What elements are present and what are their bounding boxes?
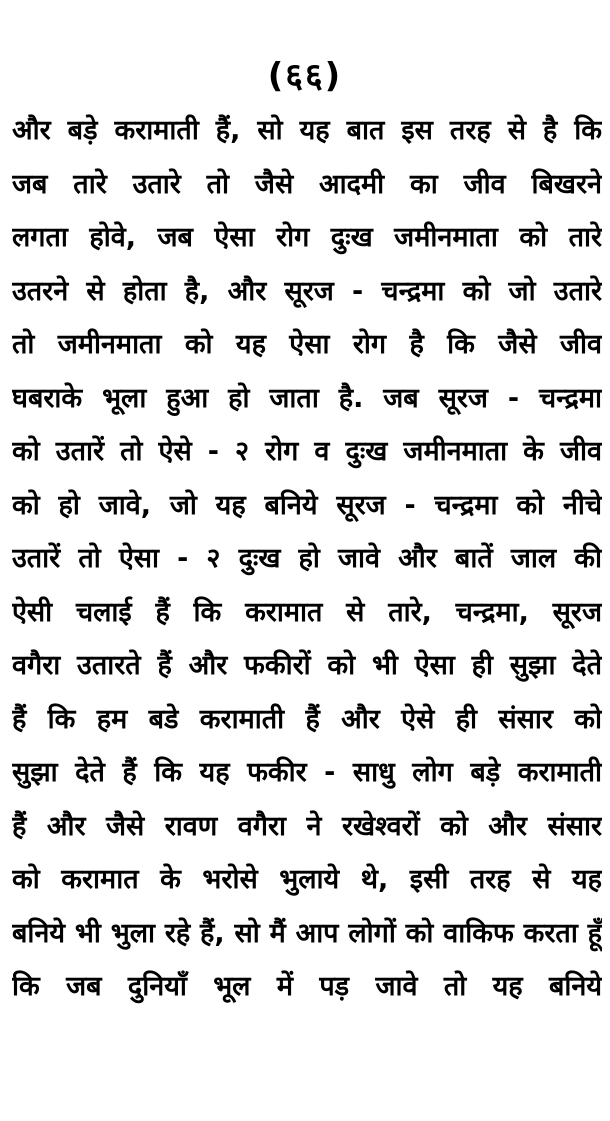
- text-line: उतरने से होता है, और सूरज - चन्द्रमा को जो उतारे: [12, 275, 602, 307]
- page-number: (६६): [267, 56, 343, 96]
- text-line: हैं कि हम बडे करामाती हैं और ऐसे ही संसार को: [12, 703, 602, 735]
- text-line: लगता होवे, जब ऐसा रोग दुःख जमीनमाता को तारे: [12, 222, 602, 253]
- text-line: को उतारें तो ऐसे - २ रोग व दुःख जमीनमाता के जीव: [12, 436, 602, 467]
- text-line: को करामात के भरोसे भुलाये थे, इसी तरह से यह: [12, 864, 602, 895]
- text-line: बनिये भी भुला रहे हैं, सो मैं आप लोगों को वाकिफ करता हूँ: [12, 917, 602, 949]
- text-line: जब तारे उतारे तो जैसे आदमी का जीव बिखरने: [12, 168, 602, 200]
- text-line: तो जमीनमाता को यह ऐसा रोग है कि जैसे जीव: [12, 329, 602, 360]
- text-line: उतारें तो ऐसा - २ दुःख हो जावे और बातें जाल की: [12, 543, 602, 574]
- text-line: सुझा देते हैं कि यह फकीर - साधु लोग बड़े करामाती: [12, 757, 602, 788]
- page-body-text: [12, 104, 602, 1014]
- text-line: को हो जावे, जो यह बनिये सूरज - चन्द्रमा को नीचे: [12, 489, 602, 521]
- text-line: और बड़े करामाती हैं, सो यह बात इस तरह से है कि: [12, 115, 602, 146]
- text-line: कि जब दुनियाँ भूल में पड़ जावे तो यह बनिये: [12, 971, 602, 1002]
- text-line: वगैरा उतारते हैं और फकीरों को भी ऐसा ही सुझा देते: [12, 650, 602, 681]
- text-line: हैं और जैसे रावण वगैरा ने रखेश्वरों को और संसार: [12, 810, 602, 842]
- text-line: ऐसी चलाई हैं कि करामात से तारे, चन्द्रमा, सूरज: [12, 596, 602, 628]
- text-line: घबराके भूला हुआ हो जाता है. जब सूरज - चन्द्रमा: [12, 382, 602, 414]
